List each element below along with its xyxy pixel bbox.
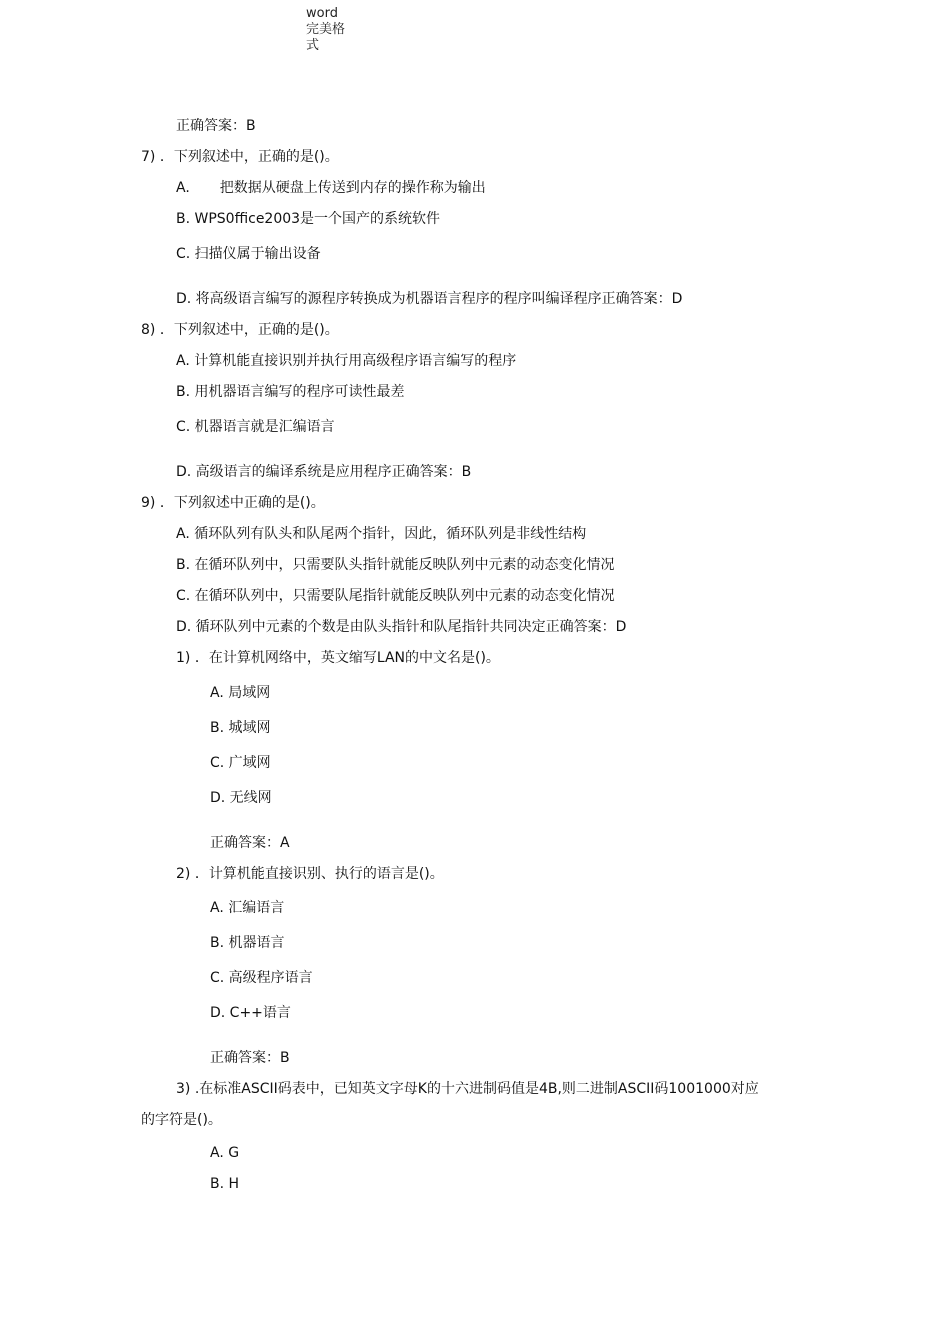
question-2: 2) ．计算机能直接识别、执行的语言是()。 bbox=[176, 866, 444, 882]
option-c: C. 高级程序语言 bbox=[210, 970, 313, 986]
header-line-3: 式 bbox=[306, 38, 320, 53]
option-a: A. 汇编语言 bbox=[210, 900, 285, 916]
option-d-with-answer: D. 将高级语言编写的源程序转换成为机器语言程序的程序叫编译程序正确答案：D bbox=[176, 291, 683, 307]
option-c: C. 在循环队列中，只需要队尾指针就能反映队列中元素的动态变化情况 bbox=[176, 588, 615, 604]
option-a bbox=[176, 180, 486, 196]
option-a: A. 计算机能直接识别并执行用高级程序语言编写的程序 bbox=[176, 353, 517, 369]
option-a: A. G bbox=[210, 1145, 240, 1161]
option-d: D. C++语言 bbox=[210, 1005, 291, 1021]
option-b: B. H bbox=[210, 1176, 240, 1192]
option-d-with-answer: D. 高级语言的编译系统是应用程序正确答案：B bbox=[176, 464, 472, 480]
question-3: 3) .在标准ASCII码表中，已知英文字母K的十六进制码值是4B,则二进制ASCII码1001000对应 bbox=[176, 1081, 759, 1097]
question-8: 8) ．下列叙述中，正确的是()。 bbox=[141, 322, 339, 338]
option-b: B. 用机器语言编写的程序可读性最差 bbox=[176, 384, 405, 400]
option-b: B. 机器语言 bbox=[210, 935, 285, 951]
option-letter: A. bbox=[176, 180, 190, 196]
question-7: 7) ．下列叙述中，正确的是()。 bbox=[141, 149, 339, 165]
option-a: A. 循环队列有队头和队尾两个指针，因此，循环队列是非线性结构 bbox=[176, 526, 587, 542]
option-d: D. 无线网 bbox=[210, 790, 272, 806]
question-1: 1) ．在计算机网络中，英文缩写LAN的中文名是()。 bbox=[176, 650, 500, 666]
answer-line: 正确答案：B bbox=[176, 118, 256, 134]
question-9: 9) ．下列叙述中正确的是()。 bbox=[141, 495, 325, 511]
answer-line: 正确答案：A bbox=[210, 835, 290, 851]
option-c: C. 广域网 bbox=[210, 755, 271, 771]
option-b: B. 在循环队列中，只需要队头指针就能反映队列中元素的动态变化情况 bbox=[176, 557, 615, 573]
option-d-with-answer: D. 循环队列中元素的个数是由队头指针和队尾指针共同决定正确答案：D bbox=[176, 619, 627, 635]
header-line-2: 完美格 bbox=[306, 22, 346, 37]
option-b: B. WPS0ffice2003是一个国产的系统软件 bbox=[176, 211, 441, 227]
answer-line: 正确答案：B bbox=[210, 1050, 290, 1066]
option-b: B. 城域网 bbox=[210, 720, 271, 736]
option-text: 把数据从硬盘上传送到内存的操作称为输出 bbox=[219, 180, 486, 196]
option-c: C. 扫描仪属于输出设备 bbox=[176, 246, 321, 262]
option-c: C. 机器语言就是汇编语言 bbox=[176, 419, 335, 435]
option-a: A. 局域网 bbox=[210, 685, 271, 701]
page-header bbox=[306, 6, 345, 54]
header-line-1: word bbox=[306, 6, 338, 21]
question-3-continued: 的字符是()。 bbox=[141, 1112, 222, 1128]
